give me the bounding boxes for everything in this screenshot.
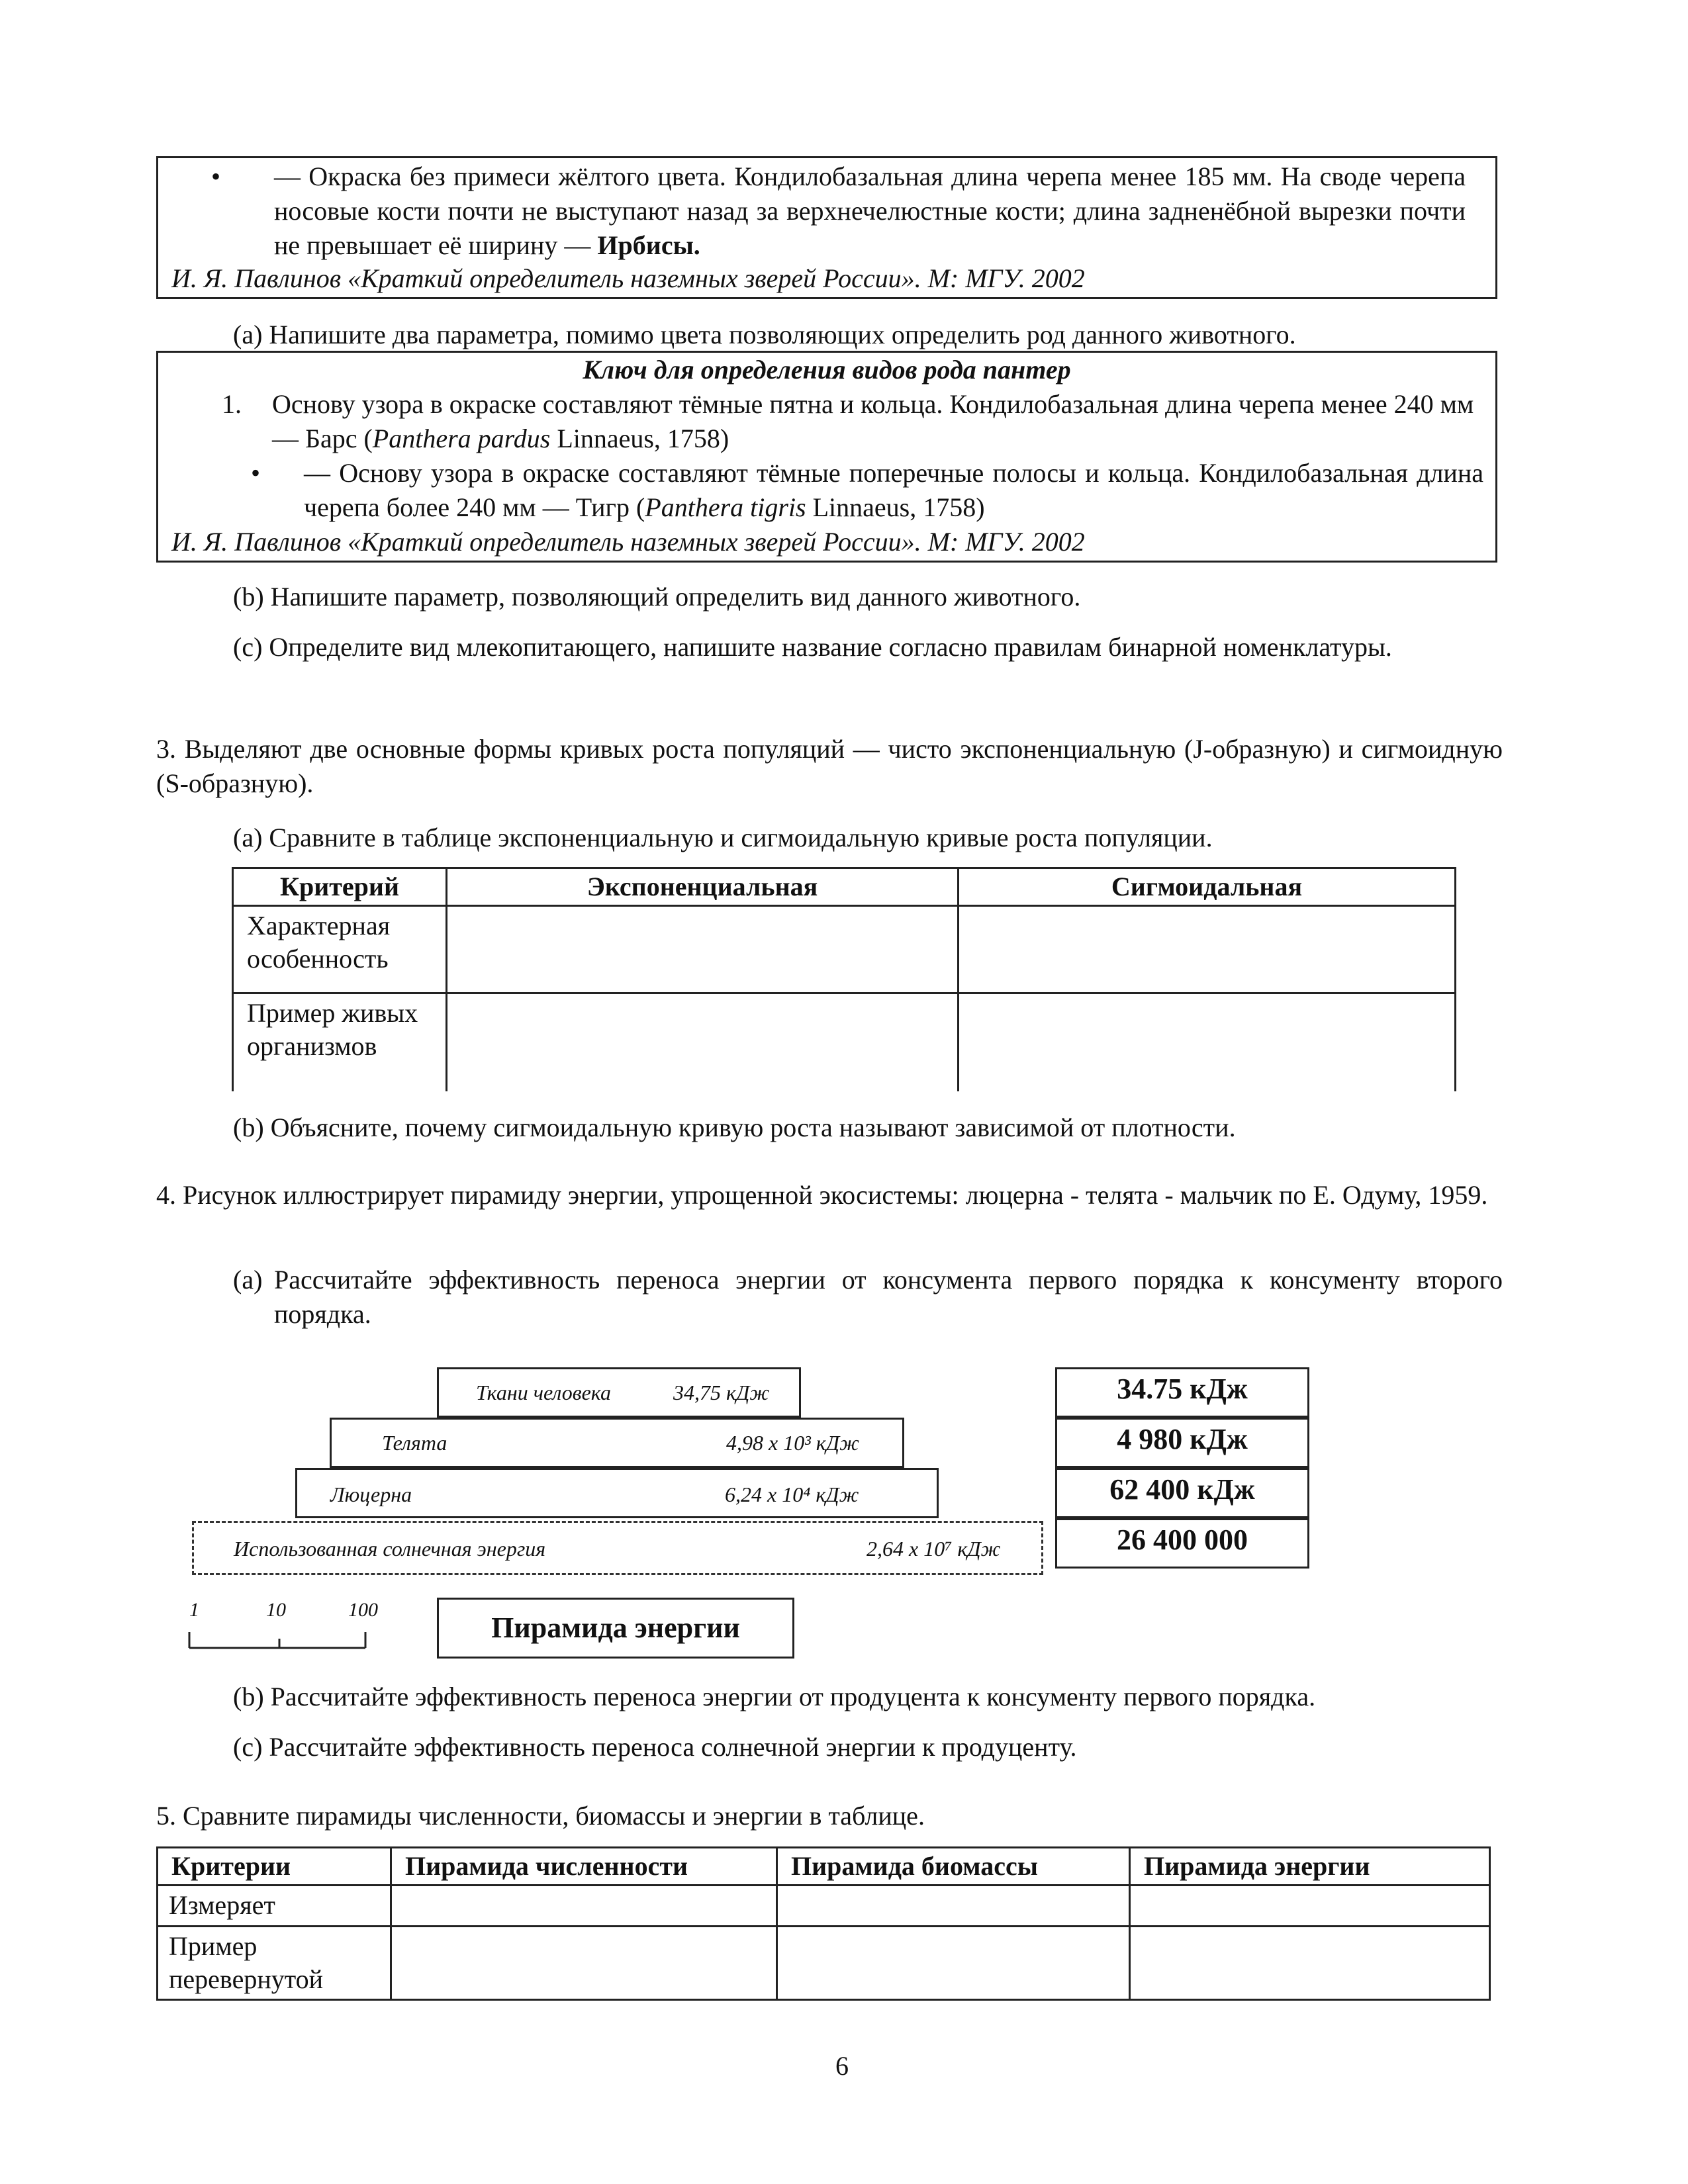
question-3: 3. Выделяют две основные формы кривых роста популяций — чисто экспоненциальную (J-образную) и сигмоидную (S-образную). xyxy=(156,734,1503,798)
pyramid-level-calves: Телята 4,98 x 10³ кДж xyxy=(330,1418,904,1468)
energy-value-box: 4 980 кДж xyxy=(1055,1418,1309,1468)
pyramid-caption: Пирамида энергии xyxy=(437,1598,794,1659)
table-header: Сигмоидальная xyxy=(959,868,1456,906)
question-4c: (c) Рассчитайте эффективность переноса солнечной энергии к продуценту. xyxy=(233,1732,1077,1762)
source-citation: И. Я. Павлинов «Краткий определитель наземных зверей России». М: МГУ. 2002 xyxy=(171,527,1085,557)
latin-name: Panthera pardus xyxy=(372,424,551,453)
question-5: 5. Сравните пирамиды численности, биомассы и энергии в таблице. xyxy=(156,1801,925,1831)
row-label: Пример живых организмов xyxy=(233,993,447,1091)
question-4: 4. Рисунок иллюстрирует пирамиду энергии, упрощенной экосистемы: люцерна - телята - мальчик по Е. Одуму, 1959. xyxy=(156,1180,1488,1210)
key-box-irbis xyxy=(156,156,1497,299)
question-2a: (a) Напишите два параметра, помимо цвета позволяющих определить род данного животного. xyxy=(233,320,1296,349)
question-3b: (b) Объясните, почему сигмоидальную кривую роста называют зависимой от плотности. xyxy=(233,1113,1236,1142)
energy-value-box: 62 400 кДж xyxy=(1055,1468,1309,1518)
table-header: Пирамида биомассы xyxy=(777,1848,1130,1886)
source-citation: И. Я. Павлинов «Краткий определитель наземных зверей России». М: МГУ. 2002 xyxy=(171,263,1085,293)
question-2c: (c) Определите вид млекопитающего, напишите название согласно правилам бинарной номенклатуры. xyxy=(233,632,1392,662)
scale-label: 10 xyxy=(266,1599,286,1621)
answer-cell[interactable] xyxy=(447,993,959,1091)
bullet: • xyxy=(251,458,261,488)
table-header: Критерии xyxy=(158,1848,391,1886)
question-2b: (b) Напишите параметр, позволяющий определить вид данного животного. xyxy=(233,582,1081,612)
row-label: Пример перевернутой xyxy=(158,1927,391,2000)
table-header: Экспоненциальная xyxy=(447,868,959,906)
answer-cell[interactable] xyxy=(959,993,1456,1091)
answer-cell[interactable] xyxy=(959,906,1456,993)
key-item-2-text: — Основу узора в окраске составляют тёмные поперечные полосы и кольца. Кондилобазальная длина черепа более 240 мм — Тигр ( xyxy=(304,458,1483,522)
pyramid-level-alfalfa: Люцерна 6,24 x 10⁴ кДж xyxy=(295,1468,939,1518)
key-box-panthera xyxy=(156,351,1497,563)
answer-cell[interactable] xyxy=(1130,1886,1490,1927)
scale-label: 100 xyxy=(348,1599,378,1621)
question-4a-label: (a) xyxy=(233,1265,263,1295)
answer-cell[interactable] xyxy=(391,1886,777,1927)
scale-bar xyxy=(185,1625,371,1652)
energy-value-box: 26 400 000 xyxy=(1055,1518,1309,1569)
row-label: Измеряет xyxy=(158,1886,391,1927)
latin-name: Panthera tigris xyxy=(645,492,806,522)
question-4b: (b) Рассчитайте эффективность переноса энергии от продуцента к консументу первого порядка. xyxy=(233,1682,1316,1711)
row-label: Характерная особенность xyxy=(233,906,447,993)
answer-cell[interactable] xyxy=(777,1927,1130,2000)
item-number: 1. xyxy=(222,389,242,419)
table-header: Критерий xyxy=(233,868,447,906)
energy-value-box: 34.75 кДж xyxy=(1055,1367,1309,1418)
table-header: Пирамида энергии xyxy=(1130,1848,1490,1886)
pyramid-level-solar: Использованная солнечная энергия 2,64 x 10⁷ кДж xyxy=(192,1521,1043,1575)
key-text: — Окраска без примеси жёлтого цвета. Кондилобазальная длина черепа менее 185 мм. На своде черепа носовые кости почти не выступают назад за верхнечелюстные кости; длина задненёбной вырезки почти не превышает её ширину — xyxy=(274,161,1466,260)
pyramids-table xyxy=(156,1846,1491,2001)
key-item-1-text: Основу узора в окраске составляют тёмные пятна и кольца. Кондилобазальная длина черепа менее 240 мм — Барс ( xyxy=(272,389,1474,453)
answer-cell[interactable] xyxy=(391,1927,777,2000)
author-year: Linnaeus, 1758) xyxy=(550,424,729,453)
question-4a: Рассчитайте эффективность переноса энергии от консумента первого порядка к консументу второго порядка. xyxy=(274,1265,1503,1329)
page-number: 6 xyxy=(835,2051,849,2081)
answer-cell[interactable] xyxy=(1130,1927,1490,2000)
answer-cell[interactable] xyxy=(777,1886,1130,1927)
key-answer: Ирбисы. xyxy=(597,230,700,260)
table-header: Пирамида численности xyxy=(391,1848,777,1886)
pyramid-level-human: Ткани человека 34,75 кДж xyxy=(437,1367,801,1418)
growth-curves-table xyxy=(232,867,1456,1091)
author-year: Linnaeus, 1758) xyxy=(806,492,985,522)
key-title: Ключ для определения видов рода пантер xyxy=(583,355,1071,385)
scale-label: 1 xyxy=(189,1599,199,1621)
question-3a: (a) Сравните в таблице экспоненциальную и сигмоидальную кривые роста популяции. xyxy=(233,823,1213,852)
bullet: • xyxy=(211,161,221,191)
answer-cell[interactable] xyxy=(447,906,959,993)
